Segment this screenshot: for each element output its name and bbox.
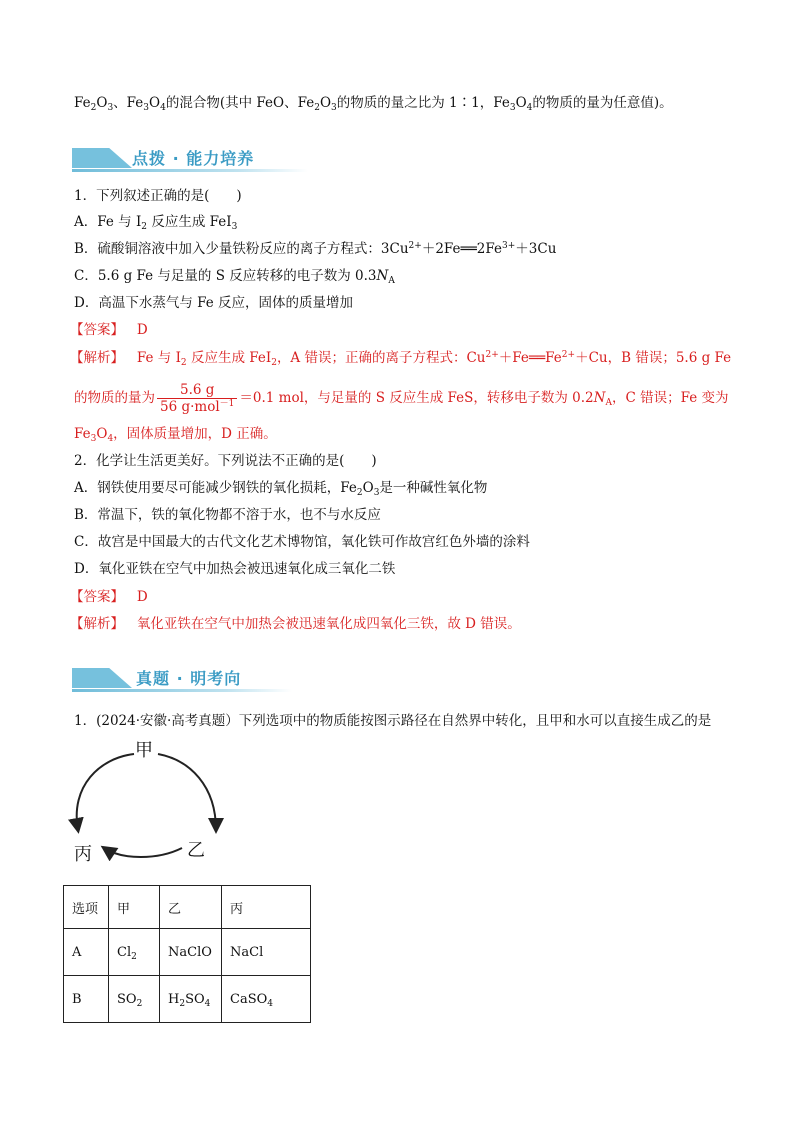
q1-option-b: B．硫酸铜溶液中加入少量铁粉反应的离子方程式：$3Cu^{2+}+2Fe══2Fe^{3+}+3Cu$	[74, 241, 557, 257]
cycle-label-jia: 甲	[135, 740, 153, 761]
cycle-label-yi: 乙	[187, 840, 205, 861]
intro-line: $Fe_2O_3$、$Fe_3O_4$的混合物(其中 FeO、$Fe_2O_3$的物质的量之比为 1∶1，$Fe_3O_4$的物质的量为任意值)。	[74, 95, 673, 113]
table-cell: CaSO$_4$	[222, 976, 311, 1023]
q1-option-c: C．5.6 g Fe 与足量的 S 反应转移的电子数为 $0.3N_A$	[74, 268, 395, 286]
section-underline	[72, 689, 292, 692]
table-row	[64, 929, 311, 976]
table-cell: $H_2SO_4$	[160, 976, 222, 1023]
table-cell: $Cl_2$	[109, 929, 160, 976]
arrow-right-to-left	[104, 848, 182, 857]
q2-option-d: D．氧化亚铁在空气中加热会被迅速氧化成三氧化二铁	[74, 561, 396, 577]
q1-option-d: D．高温下水蒸气与 Fe 反应，固体的质量增加	[74, 295, 354, 311]
table-cell: NaClO	[160, 929, 222, 976]
q1-answer: 【答案】 D	[70, 322, 148, 338]
arrow-left-to-top	[77, 754, 134, 830]
cycle-label-bing: 丙	[74, 844, 92, 865]
q2-answer: 【答案】 D	[70, 589, 148, 605]
q3-stem: 1．(2024·安徽·高考真题）下列选项中的物质能按图示路径在自然界中转化，且甲和水可以直接生成乙的是	[74, 713, 712, 729]
mole-fraction: $\frac{5.6 g}{56 g\cdot mol^{-1}}$	[157, 382, 237, 415]
q2-option-b: B．常温下，铁的氧化物都不溶于水，也不与水反应	[74, 507, 381, 523]
table-row	[64, 976, 311, 1023]
q1-analysis-line2: 的物质的量为 $\frac{5.6 g}{56 g\cdot mol^{-1}}$ ＝0.1 mol，与足量的 S 反应生成 FeS，转移电子数为 $0.2N_A$，C 错误；Fe 变为	[74, 382, 729, 415]
table-cell-option: A	[64, 929, 109, 976]
q1-option-a: A．Fe 与 $I_2$ 反应生成 FeI$_3$	[74, 214, 238, 232]
table-cell-option: B	[64, 976, 109, 1023]
section-underline	[72, 169, 308, 172]
q2-option-a: A．钢铁使用要尽可能减少钢铁的氧化损耗，$Fe_2O_3$是一种碱性氧化物	[74, 480, 488, 498]
conversion-cycle-diagram	[60, 736, 230, 864]
q1-analysis-line3: $Fe_3O_4$，固体质量增加，D 正确。	[74, 426, 277, 444]
section-header-ability	[72, 146, 308, 172]
q2-stem: 2．化学让生活更美好。下列说法不正确的是( )	[74, 453, 377, 469]
table-cell: $SO_2$	[109, 976, 160, 1023]
q1-analysis-line1: 【解析】 Fe 与 $I_2$ 反应生成 FeI$_2$，A 错误；正确的离子方程式：$Cu^{2+}+Fe══Fe^{2+}+Cu$，B 错误；5.6 g Fe	[70, 350, 732, 368]
table-cell: NaCl	[222, 929, 311, 976]
section-header-decoration	[72, 148, 132, 168]
table-header-cell: 甲	[109, 886, 160, 929]
q2-analysis: 【解析】 氧化亚铁在空气中加热会被迅速氧化成四氧化三铁，故 D 错误。	[70, 616, 521, 632]
table-header-cell: 乙	[160, 886, 222, 929]
table-header-cell: 丙	[222, 886, 311, 929]
section-title: 点拨 · 能力培养	[132, 149, 255, 168]
q1-stem: 1．下列叙述正确的是( )	[74, 188, 242, 204]
table-header-cell: 选项	[64, 886, 109, 929]
section-header-exam	[72, 666, 292, 692]
table-header-row	[64, 886, 311, 929]
section-title: 真题 · 明考向	[136, 669, 242, 688]
options-table	[63, 885, 311, 1023]
arrow-top-to-left	[158, 754, 216, 830]
section-header-decoration	[72, 668, 132, 688]
q2-option-c: C．故宫是中国最大的古代文化艺术博物馆，氧化铁可作故宫红色外墙的涂料	[74, 534, 530, 550]
